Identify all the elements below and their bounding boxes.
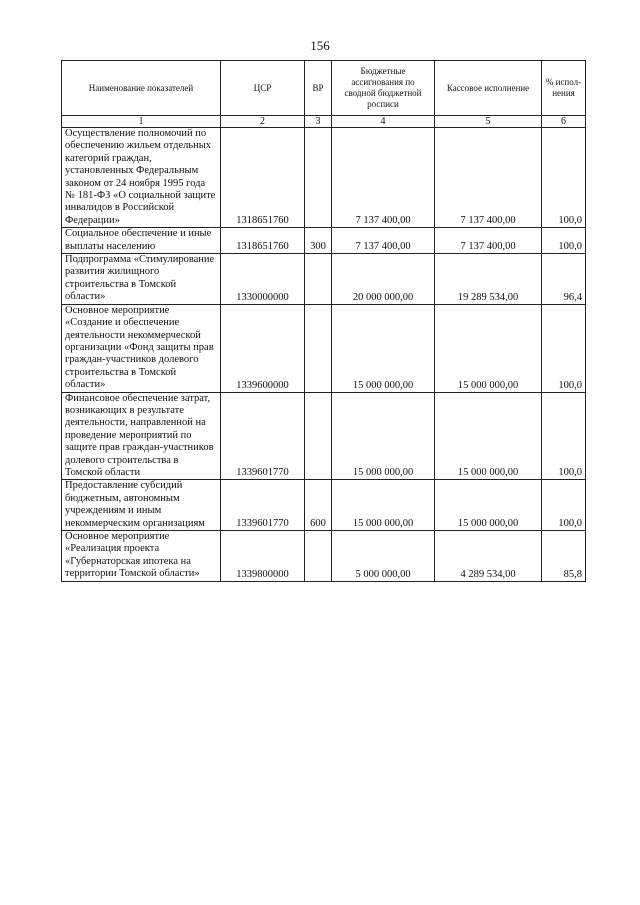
row-vr <box>305 304 332 392</box>
budget-execution-table <box>61 60 586 582</box>
row-percent: 96,4 <box>542 254 586 305</box>
row-csr: 1339601770 <box>221 392 305 480</box>
row-name: Финансовое обеспечение затрат, возникающих в результате деятельности, направленной на проведение мероприятий по защите прав граждан-участников долевого строительства в Томской области <box>62 392 221 480</box>
row-vr: 600 <box>305 480 332 531</box>
table-row <box>62 392 586 480</box>
row-name: Основное мероприятие «Реализация проекта «Губернаторская ипотека на территории Томской области» <box>62 531 221 582</box>
row-percent: 100,0 <box>542 128 586 228</box>
table-row <box>62 480 586 531</box>
header-allocations: Бюджетные ассигнования по сводной бюджетной росписи <box>332 61 435 116</box>
row-vr <box>305 254 332 305</box>
row-execution: 15 000 000,00 <box>435 480 542 531</box>
row-allocation: 15 000 000,00 <box>332 480 435 531</box>
row-vr <box>305 392 332 480</box>
row-execution: 15 000 000,00 <box>435 392 542 480</box>
column-number: 3 <box>305 116 332 128</box>
row-allocation: 7 137 400,00 <box>332 128 435 228</box>
row-percent: 100,0 <box>542 304 586 392</box>
row-csr: 1339800000 <box>221 531 305 582</box>
row-allocation: 5 000 000,00 <box>332 531 435 582</box>
column-number: 1 <box>62 116 221 128</box>
header-execution: Кассовое исполнение <box>435 61 542 116</box>
row-csr: 1339601770 <box>221 480 305 531</box>
header-row <box>62 61 586 116</box>
row-name: Социальное обеспечение и иные выплаты населению <box>62 228 221 254</box>
column-number: 4 <box>332 116 435 128</box>
row-csr: 1339600000 <box>221 304 305 392</box>
row-percent: 100,0 <box>542 228 586 254</box>
header-name: Наименование показателей <box>62 61 221 116</box>
table-row <box>62 128 586 228</box>
row-execution: 19 289 534,00 <box>435 254 542 305</box>
row-percent: 100,0 <box>542 392 586 480</box>
row-allocation: 15 000 000,00 <box>332 304 435 392</box>
row-csr: 1330000000 <box>221 254 305 305</box>
row-vr <box>305 128 332 228</box>
row-name: Подпрограмма «Стимулирование развития жилищного строительства в Томской области» <box>62 254 221 305</box>
column-number: 6 <box>542 116 586 128</box>
table-row <box>62 531 586 582</box>
header-percent: % испол-нения <box>542 61 586 116</box>
column-number-row <box>62 116 586 128</box>
header-csr: ЦСР <box>221 61 305 116</box>
row-execution: 15 000 000,00 <box>435 304 542 392</box>
row-csr: 1318651760 <box>221 228 305 254</box>
header-vr: ВР <box>305 61 332 116</box>
row-csr: 1318651760 <box>221 128 305 228</box>
row-name: Осуществление полномочий по обеспечению жильем отдельных категорий граждан, установленных Федеральным законом от 24 ноября 1995 года № 181-ФЗ «О социальной защите инвалидов в Российской Федерации» <box>62 128 221 228</box>
table-row <box>62 228 586 254</box>
row-percent: 100,0 <box>542 480 586 531</box>
row-allocation: 15 000 000,00 <box>332 392 435 480</box>
row-allocation: 20 000 000,00 <box>332 254 435 305</box>
table-row <box>62 254 586 305</box>
row-name: Предоставление субсидий бюджетным, автономным учреждениям и иным некоммерческим организациям <box>62 480 221 531</box>
row-percent: 85,8 <box>542 531 586 582</box>
row-execution: 7 137 400,00 <box>435 228 542 254</box>
row-execution: 4 289 534,00 <box>435 531 542 582</box>
column-number: 5 <box>435 116 542 128</box>
column-number: 2 <box>221 116 305 128</box>
row-vr <box>305 531 332 582</box>
row-name: Основное мероприятие «Создание и обеспечение деятельности некоммерческой организации «Фонд защиты прав граждан-участников долевого строительства в Томской области» <box>62 304 221 392</box>
page-number: 156 <box>310 38 330 53</box>
row-allocation: 7 137 400,00 <box>332 228 435 254</box>
row-vr: 300 <box>305 228 332 254</box>
row-execution: 7 137 400,00 <box>435 128 542 228</box>
table-row <box>62 304 586 392</box>
